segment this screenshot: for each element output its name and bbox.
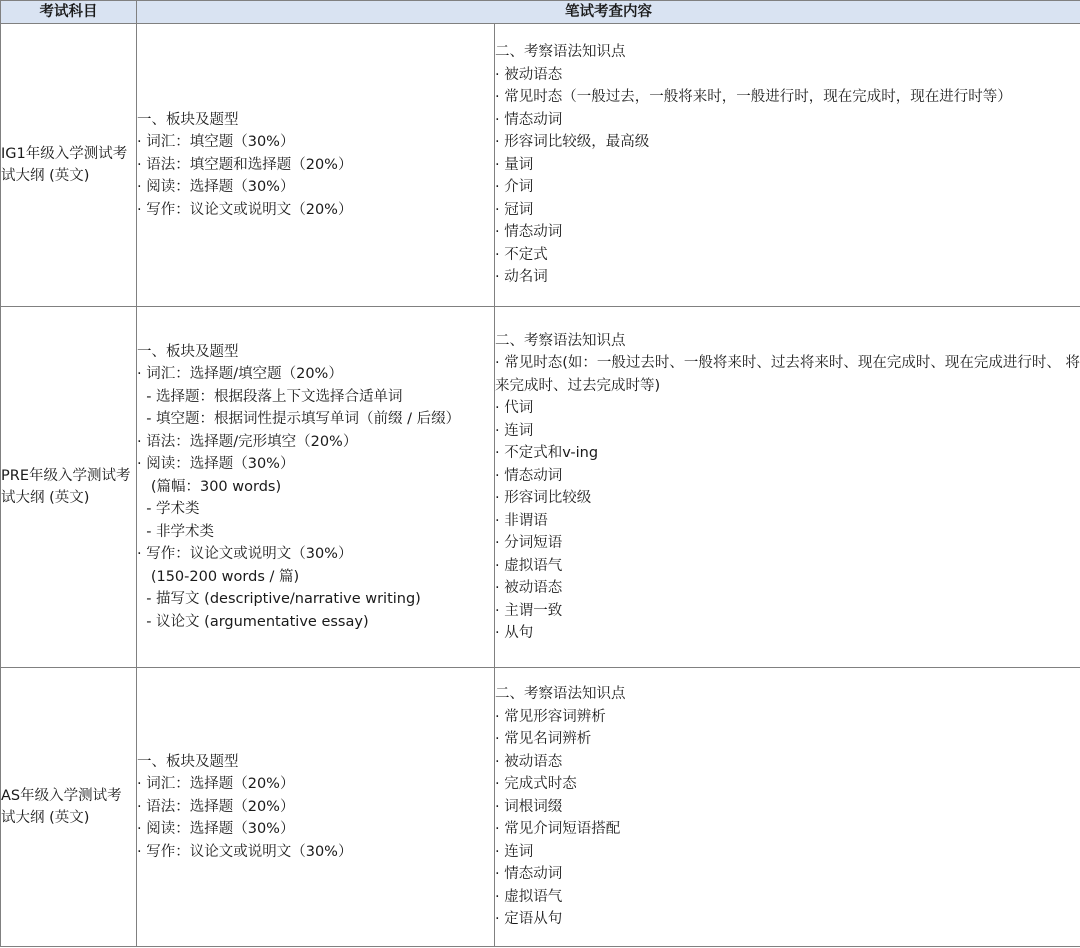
section-heading: 二、考察语法知识点 <box>495 686 626 703</box>
sections-cell <box>137 307 495 668</box>
list-item: · 完成式时态 <box>495 776 577 793</box>
list-item: - 学术类 <box>137 501 200 518</box>
table-row <box>1 668 1080 947</box>
list-item: · 情态动词 <box>495 866 563 883</box>
grammar-cell <box>495 24 1080 307</box>
list-item: · 词汇：选择题/填空题（20%） <box>137 366 343 383</box>
list-item: · 量词 <box>495 156 534 173</box>
list-item: · 被动语态 <box>495 66 563 83</box>
list-item: - 填空题：根据词性提示填写单词（前缀 / 后缀） <box>137 411 461 428</box>
subject-cell: PRE年级入学测试考试大纲 (英文) <box>1 307 137 668</box>
list-item: · 语法：填空题和选择题（20%） <box>137 156 353 173</box>
header-subject: 考试科目 <box>1 1 137 24</box>
table-row <box>1 307 1080 668</box>
list-item: · 词汇：填空题（30%） <box>137 134 295 151</box>
list-item: · 语法：选择题/完形填空（20%） <box>137 433 358 450</box>
list-item: · 分词短语 <box>495 535 563 551</box>
list-item: · 被动语态 <box>495 753 563 770</box>
list-item: · 连词 <box>495 422 534 439</box>
list-item: · 情态动词 <box>495 467 563 484</box>
subject-cell: AS年级入学测试考试大纲 (英文) <box>1 668 137 947</box>
list-item: · 非谓语 <box>495 512 548 529</box>
list-item: · 虚拟语气 <box>495 888 563 905</box>
list-item: · 形容词比较级 <box>495 490 592 506</box>
grammar-cell <box>495 668 1080 947</box>
list-item: · 写作：议论文或说明文（30%） <box>137 843 353 860</box>
header-content: 笔试考查内容 <box>137 1 1080 24</box>
list-item: · 虚拟语气 <box>495 557 563 574</box>
list-item: · 冠词 <box>495 201 534 218</box>
list-item: · 阅读：选择题（30%） <box>137 179 295 196</box>
list-item: (篇幅：300 words) <box>137 478 282 495</box>
subject-cell: IG1年级入学测试考试大纲 (英文) <box>1 24 137 307</box>
list-item: · 情态动词 <box>495 224 563 241</box>
list-item: · 情态动词 <box>495 111 563 128</box>
list-item: · 词汇：选择题（20%） <box>137 776 295 793</box>
list-item: · 常见形容词辨析 <box>495 708 606 725</box>
section-heading: 一、板块及题型 <box>137 753 239 770</box>
list-item: · 写作：议论文或说明文（20%） <box>137 201 353 218</box>
list-item: · 被动语态 <box>495 580 563 596</box>
table-row <box>1 24 1080 307</box>
list-item: - 选择题：根据段落上下文选择合适单词 <box>137 388 403 405</box>
section-heading: 二、考察语法知识点 <box>495 332 626 349</box>
grammar-cell <box>495 307 1080 668</box>
list-item: · 常见时态(如：一般过去时、一般将来时、过去将来时、现在完成时、现在完成进行时、 将来完成时、过去完成时等) <box>495 355 1080 394</box>
list-item: · 阅读：选择题（30%） <box>137 456 295 473</box>
header-row <box>1 1 1080 24</box>
list-item: - 非学术类 <box>137 523 215 540</box>
list-item: · 从句 <box>495 625 534 641</box>
list-item: · 连词 <box>495 843 534 860</box>
list-item: (150-200 words / 篇) <box>137 568 300 585</box>
list-item: · 阅读：选择题（30%） <box>137 821 295 838</box>
list-item: · 常见介词短语搭配 <box>495 821 621 838</box>
sections-cell <box>137 668 495 947</box>
list-item: · 形容词比较级，最高级 <box>495 134 650 151</box>
list-item: · 常见时态（一般过去，一般将来时，一般进行时，现在完成时，现在进行时等） <box>495 89 1012 106</box>
list-item: · 动名词 <box>495 269 548 286</box>
list-item: · 写作：议论文或说明文（30%） <box>137 546 353 563</box>
sections-cell <box>137 24 495 307</box>
section-heading: 一、板块及题型 <box>137 343 239 360</box>
list-item: · 常见名词辨析 <box>495 731 592 748</box>
list-item: · 不定式 <box>495 246 548 263</box>
list-item: · 词根词缀 <box>495 798 563 815</box>
list-item: · 代词 <box>495 400 534 416</box>
list-item: · 定语从句 <box>495 911 563 928</box>
list-item: - 议论文 (argumentative essay) <box>137 613 369 630</box>
list-item: · 介词 <box>495 179 534 196</box>
list-item: · 语法：选择题（20%） <box>137 798 295 815</box>
section-heading: 二、考察语法知识点 <box>495 44 626 61</box>
list-item: · 主谓一致 <box>495 602 563 619</box>
list-item: - 描写文 (descriptive/narrative writing) <box>137 591 421 608</box>
list-item: · 不定式和v-ing <box>495 445 599 461</box>
section-heading: 一、板块及题型 <box>137 111 239 128</box>
